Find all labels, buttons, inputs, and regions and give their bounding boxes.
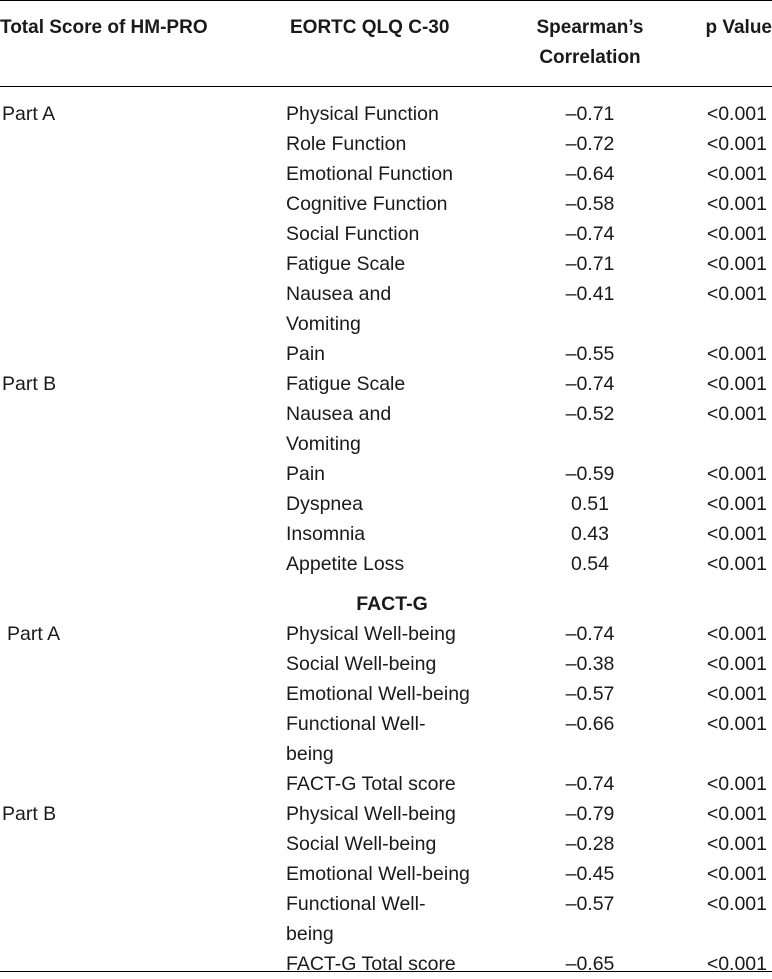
table-row	[0, 949, 772, 979]
table-row	[0, 279, 772, 339]
measure-name: Appetite Loss	[286, 553, 405, 575]
correlation-value: 0.43	[571, 523, 609, 545]
correlation-value: –0.74	[565, 373, 615, 395]
measure-name: Emotional Well-being	[286, 683, 470, 705]
correlation-value: –0.71	[565, 253, 615, 275]
table-row	[0, 709, 772, 769]
table-row	[0, 339, 772, 369]
measure-name: FACT-G Total score	[286, 953, 456, 975]
table-row	[0, 129, 772, 159]
p-value: <0.001	[706, 223, 767, 245]
table-row	[0, 489, 772, 519]
measure-name: Insomnia	[286, 523, 366, 545]
correlation-value: –0.74	[565, 223, 615, 245]
measure-name: Pain	[286, 463, 326, 485]
measure-name: Fatigue Scale	[286, 373, 406, 395]
measure-name-line2: Vomiting	[286, 433, 361, 455]
measure-name: Fatigue Scale	[286, 253, 406, 275]
measure-name	[286, 709, 476, 769]
table-row	[0, 799, 772, 829]
correlation-value: –0.45	[565, 863, 615, 885]
header-p-value: p Value	[705, 17, 772, 38]
p-value: <0.001	[706, 373, 767, 395]
measure-name: Physical Well-being	[286, 623, 456, 645]
table-row	[0, 619, 772, 649]
p-value: <0.001	[706, 683, 767, 705]
correlation-value: –0.52	[565, 403, 615, 425]
header-spearman-line2: Correlation	[539, 47, 641, 68]
factg-subheading: FACT-G	[356, 593, 428, 615]
measure-name-line1: Nausea and	[286, 283, 392, 305]
p-value: <0.001	[706, 803, 767, 825]
correlation-value: –0.57	[565, 683, 615, 705]
p-value: <0.001	[706, 893, 767, 915]
measure-name: Emotional Well-being	[286, 863, 470, 885]
group-label: Part B	[2, 373, 57, 395]
p-value: <0.001	[706, 773, 767, 795]
p-value: <0.001	[706, 103, 767, 125]
table-row	[0, 549, 772, 589]
table-row	[0, 889, 772, 949]
p-value: <0.001	[706, 863, 767, 885]
header-total-score: Total Score of HM-PRO	[0, 17, 208, 38]
group-label: Part A	[2, 103, 56, 125]
correlation-value: –0.66	[565, 713, 615, 735]
measure-name	[286, 399, 476, 459]
measure-name: Emotional Function	[286, 163, 453, 185]
measure-name: Dyspnea	[286, 493, 363, 515]
header-spearman-line1: Spearman’s	[536, 17, 644, 38]
correlation-value: –0.74	[565, 623, 615, 645]
header-eortc: EORTC QLQ C-30	[290, 17, 450, 38]
p-value: <0.001	[706, 193, 767, 215]
p-value: <0.001	[706, 713, 767, 735]
table-row	[0, 99, 772, 129]
correlation-value: –0.57	[565, 893, 615, 915]
measure-name-line2: Vomiting	[286, 313, 361, 335]
measure-name: Physical Well-being	[286, 803, 456, 825]
p-value: <0.001	[706, 623, 767, 645]
correlation-value: –0.64	[565, 163, 615, 185]
table-row	[0, 679, 772, 709]
measure-name: Social Function	[286, 223, 420, 245]
table-row	[0, 519, 772, 549]
table-row	[0, 369, 772, 399]
table-row	[0, 829, 772, 859]
correlation-value: –0.74	[565, 773, 615, 795]
table-row	[0, 219, 772, 249]
correlation-value: –0.59	[565, 463, 615, 485]
correlation-value: –0.55	[565, 343, 615, 365]
correlation-value: –0.28	[565, 833, 615, 855]
table-body	[0, 99, 772, 979]
p-value: <0.001	[706, 133, 767, 155]
group-label: Part B	[2, 803, 57, 825]
correlation-value: –0.79	[565, 803, 615, 825]
correlation-value: –0.58	[565, 193, 615, 215]
p-value: <0.001	[706, 343, 767, 365]
table-row	[0, 769, 772, 799]
correlation-value: 0.54	[571, 553, 609, 575]
measure-name: Social Well-being	[286, 653, 437, 675]
table-row	[0, 159, 772, 189]
p-value: <0.001	[706, 953, 767, 975]
p-value: <0.001	[706, 283, 767, 305]
p-value: <0.001	[706, 463, 767, 485]
table-row	[0, 859, 772, 889]
group-label: Part A	[7, 623, 61, 645]
measure-name: FACT-G Total score	[286, 773, 456, 795]
correlation-value: –0.65	[565, 953, 615, 975]
table-row	[0, 249, 772, 279]
measure-name-line1: Functional Well-	[286, 713, 426, 735]
header-spearman	[520, 0, 660, 99]
p-value: <0.001	[706, 553, 767, 575]
measure-name-line1: Functional Well-	[286, 893, 426, 915]
table-row	[0, 399, 772, 459]
measure-name-line2: being	[286, 923, 334, 945]
measure-name: Social Well-being	[286, 833, 437, 855]
measure-name-line1: Nausea and	[286, 403, 392, 425]
p-value: <0.001	[706, 403, 767, 425]
correlation-value: –0.41	[565, 283, 615, 305]
measure-name	[286, 279, 476, 339]
table-row	[0, 649, 772, 679]
measure-name: Physical Function	[286, 103, 439, 125]
header-rule	[0, 86, 772, 87]
p-value: <0.001	[706, 163, 767, 185]
measure-name	[286, 889, 476, 949]
table-row	[0, 189, 772, 219]
table-row	[0, 459, 772, 489]
correlation-value: –0.71	[565, 103, 615, 125]
correlation-value: 0.51	[571, 493, 609, 515]
measure-name: Role Function	[286, 133, 407, 155]
bottom-rule	[0, 971, 772, 972]
p-value: <0.001	[706, 653, 767, 675]
measure-name: Cognitive Function	[286, 193, 448, 215]
p-value: <0.001	[706, 253, 767, 275]
measure-name: Pain	[286, 343, 326, 365]
p-value: <0.001	[706, 833, 767, 855]
correlation-value: –0.38	[565, 653, 615, 675]
measure-name-line2: being	[286, 743, 334, 765]
correlation-value: –0.72	[565, 133, 615, 155]
p-value: <0.001	[706, 493, 767, 515]
p-value: <0.001	[706, 523, 767, 545]
table-row	[0, 589, 772, 619]
